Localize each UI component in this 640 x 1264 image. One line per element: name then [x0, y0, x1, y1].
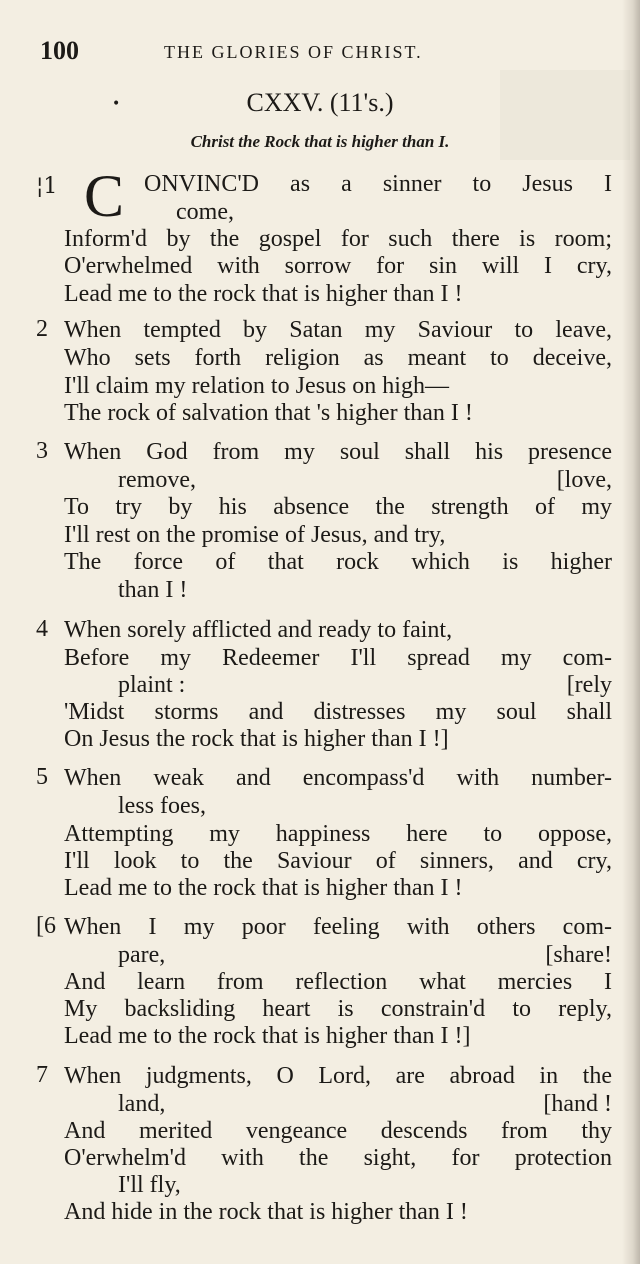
verse-line: The rock of salvation that 's higher than I !: [64, 400, 473, 426]
verse-line: Lead me to the rock that is higher than I !: [64, 875, 463, 901]
verse-line: And hide in the rock that is higher than I !: [64, 1199, 468, 1225]
stanza-number: ¦1: [36, 174, 58, 199]
verse-line: Lead me to the rock that is higher than I !: [64, 281, 463, 307]
hymn-number: CXXV. (11's.): [246, 88, 394, 117]
verse-line: I'll rest on the promise of Jesus, and try,: [64, 522, 446, 548]
verse-line: land,: [118, 1091, 166, 1117]
running-head: [40, 36, 620, 66]
verse-line: ONVINC'D as a sinner to Jesus I: [144, 171, 612, 197]
turnover-word: [rely: [566, 672, 612, 698]
verse-line: I'll fly,: [118, 1172, 181, 1198]
verse-line: 'Midst storms and distresses my soul shall: [64, 699, 612, 725]
verse-line: When I my poor feeling with others com-: [64, 914, 612, 940]
verse-line: O'erwhelmed with sorrow for sin will I cry,: [64, 253, 612, 279]
verse-line: The force of that rock which is higher: [64, 549, 612, 575]
verse-line: pare,: [118, 942, 166, 968]
turnover-word: [share!: [545, 942, 612, 968]
verse-line: And learn from reflection what mercies I: [64, 969, 612, 995]
verse-line: Attempting my happiness here to oppose,: [64, 821, 612, 847]
verse-line: When tempted by Satan my Saviour to leave,: [64, 317, 612, 343]
verse-line: To try by his absence the strength of my: [64, 494, 612, 520]
verse-line: Who sets forth religion as meant to deceive,: [64, 345, 612, 371]
verse-line: On Jesus the rock that is higher than I !]: [64, 726, 449, 752]
verse-line: And merited vengeance descends from thy: [64, 1118, 612, 1144]
hymn-title: Christ the Rock that is higher than I.: [190, 132, 450, 151]
verse-line: My backsliding heart is constrain'd to reply,: [64, 996, 612, 1022]
verse-line: When God from my soul shall his presence: [64, 439, 612, 465]
stray-dot: •: [112, 96, 121, 112]
verse-line: less foes,: [118, 793, 206, 819]
verse-line: come,: [176, 199, 234, 225]
verse-line: O'erwhelm'd with the sight, for protection: [64, 1145, 612, 1171]
stanza-number: 3: [36, 438, 48, 464]
page-edge-shadow: [622, 0, 640, 1264]
turnover-word: [hand !: [543, 1091, 612, 1117]
verse-line: than I !: [118, 577, 188, 603]
verse-line: When weak and encompass'd with number-: [64, 765, 612, 791]
verse-line: plaint :: [118, 672, 186, 698]
verse-line: remove,: [118, 467, 196, 493]
verse-line: I'll claim my relation to Jesus on high—: [64, 373, 449, 399]
stanza-number: [6: [36, 913, 56, 939]
stanza-number: 2: [36, 316, 48, 342]
drop-capital: C: [84, 163, 125, 229]
stanza-number: 5: [36, 764, 48, 790]
verse-line: Before my Redeemer I'll spread my com-: [64, 645, 612, 671]
verse-line: When sorely afflicted and ready to faint,: [64, 617, 453, 643]
page-number: 100: [40, 36, 79, 65]
turnover-word: [love,: [556, 467, 612, 493]
stanza-number: 4: [36, 616, 48, 642]
verse-line: Inform'd by the gospel for such there is room;: [64, 226, 612, 252]
verse-line: Lead me to the rock that is higher than I !]: [64, 1023, 471, 1049]
verse-line: When judgments, O Lord, are abroad in the: [64, 1063, 612, 1089]
stanza-number: 7: [36, 1062, 48, 1088]
verse-line: I'll look to the Saviour of sinners, and cry,: [64, 848, 612, 874]
running-title: THE GLORIES OF CHRIST.: [164, 42, 423, 62]
